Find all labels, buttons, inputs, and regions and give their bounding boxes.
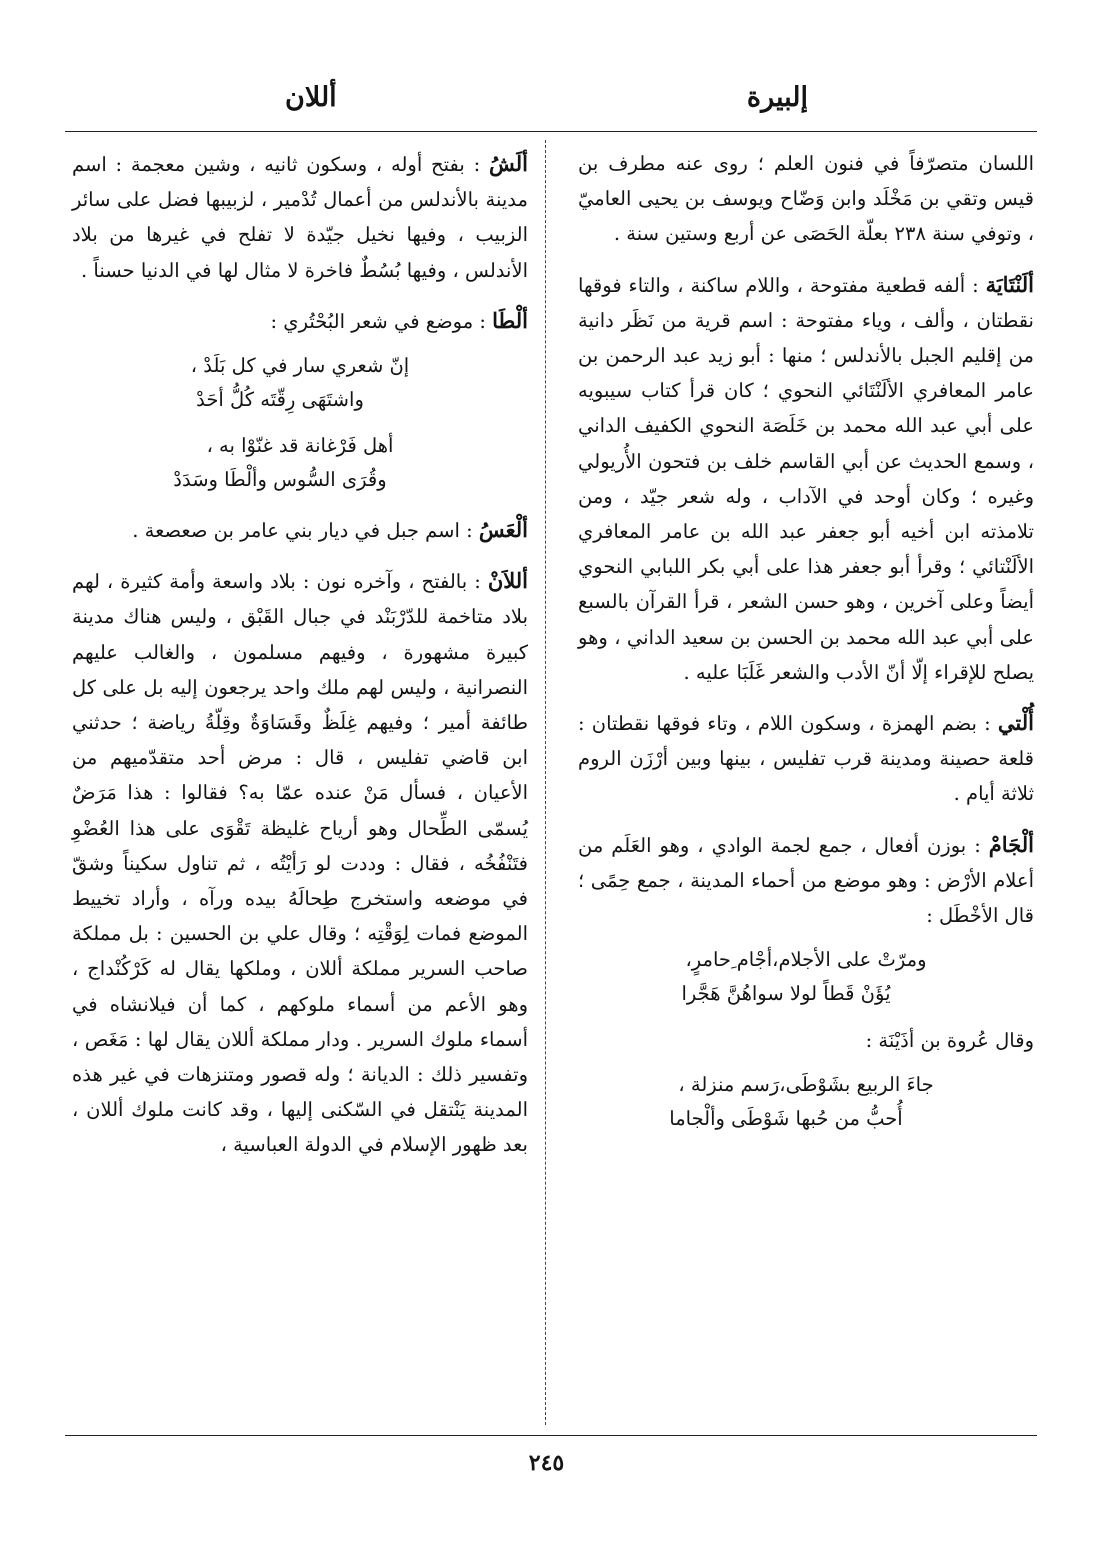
entry-alta xyxy=(72,303,528,339)
column-divider xyxy=(545,140,546,1425)
entry-alash xyxy=(72,146,528,288)
headword: ألْجَامْ xyxy=(988,831,1034,857)
entry-text: : بفتح أوله ، وسكون ثانيه ، وشين معجمة : اسم مدينة بالأندلس من أعمال تُدْمير ، لزبيبها فضل على سائر الزبيب ، وفيها نخيل جيّدة لا تفلح في غيرها من بلاد الأندلس ، وفيها بُسُطٌ فاخرة لا مثال لها في الدنيا حسناً . xyxy=(72,153,528,282)
entry-alti xyxy=(578,705,1034,812)
running-head-right: إلبيرة xyxy=(746,82,808,113)
entry-aljam xyxy=(578,827,1034,934)
right-column xyxy=(578,146,1034,1148)
page-number: ٢٤٥ xyxy=(528,1450,565,1476)
top-rule xyxy=(65,131,1037,132)
verse xyxy=(72,349,528,417)
entry-allan xyxy=(72,563,528,1162)
bottom-rule xyxy=(65,1435,1037,1436)
headword: ألْطَا xyxy=(492,307,528,333)
verse-line: جاءَ الربيع بشَوْطَى،رَسم منزلة ، xyxy=(678,1073,934,1097)
headword: ألَشُ xyxy=(488,151,528,176)
verse xyxy=(72,429,528,497)
quote-intro: وقال عُروة بن أذَيْنَة : xyxy=(865,1029,1034,1053)
verse-line: أهل فَرْغانة قد غنّوْا به ، xyxy=(206,434,394,458)
entry-text: : موضع في شعر البُحْتُري : xyxy=(270,309,493,333)
verse-line: وقُرَى السُّوس وألْطَا وسَدَدْ xyxy=(173,468,387,492)
verse-line: يُؤَنْ قَطاً لولا سواهُنَّ هَجَّرا xyxy=(681,982,891,1006)
entry-alantaya xyxy=(578,267,1034,690)
entry-text: : ألفه قطعية مفتوحة ، واللام ساكنة ، والتاء فوقها نقطتان ، وألف ، وياء مفتوحة : اسم قرية من نَظَر دانية من إقليم الجبل بالأندلس ؛ منها : أبو زيد عبد الرحمن بن عامر المعافري الألَنْتَائي النحوي ؛ كان قرأ كتاب سيبويه على أبي عبد الله محمد بن خَلَصَة النحوي الكفيف الداني ، وسمع الحديث عن أبي القاسم خلف بن فتحون الأُريولي وغيره ؛ وكان أوحد في الآداب ، وله شعر جيّد ، ومن تلامذته ابن أخيه أبو جعفر عبد الله بن عامر المعافري الألَنْتائي ؛ وقرأ أبو جعفر هذا على أبي بكر اللبابي النحوي أيضاً وعلى آخرين ، وهو حسن الشعر ، قرأ القرآن بالسبع على أبي عبد الله محمد بن الحسن بن سعيد الداني ، وهو يصلح للإقراء إلّا أنّ الأدب والشعر غَلَبَا عليه . xyxy=(578,273,1034,684)
headword: أللاَنْ xyxy=(487,568,528,594)
headword: أُلْتي xyxy=(997,710,1034,736)
verse-line: ومرّتْ على الأجلام،أجْام ِحامرٍ، xyxy=(685,948,927,972)
left-column xyxy=(72,146,528,1163)
verse-line: واشتَهَى رِقّتَه كُلُّ أحَدْ xyxy=(196,388,364,412)
entry-text: : بضم الهمزة ، وسكون اللام ، وتاء فوقها نقطتان : قلعة حصينة ومدينة قرب تفليس ، بينها وبين أرْزَن الروم ثلاثة أيام . xyxy=(578,712,1034,806)
headword: ألَنْتَايَة xyxy=(985,271,1034,297)
entry-text: : بالفتح ، وآخره نون : بلاد واسعة وأمة كثيرة ، لهم بلاد متاخمة للدّرْبَنْد في جبال القَبْق ، وليس هناك مدينة كبيرة مشهورة ، وفيهم مسلمون ، والغالب عليهم النصرانية ، وليس لهم ملك واحد يرجعون إليه بل على كل طائفة أمير ؛ وفيهم غِلَظٌ وقَسَاوَةٌ وقِلّةُ رياضة ؛ حدثني ابن قاضي تفليس ، قال : مرض أحد متقدّميهم من الأعيان ، فسأل مَنْ عنده عمّا به؟ فقالوا : هذا مَرَضٌ يُسمّى الطِّحال وهو أرياح غليظة تَقْوَى على هذا العُضْوِ فتَنْفُخُه ، فقال : وددت لو رَأيْتُه ، ثم تناول سكيناً وشقّ في موضعه واستخرج طِحالَهُ بيده ورآه ، وأراد تخييط الموضع فمات لِوَقْتِه ؛ وقال علي بن الحسين : بل مملكة صاحب السرير مملكة أللان ، وملكها يقال له كَرْكُنْداج ، وهو الأعم من أسماء ملوكهم ، كما أن فيلانشاه في أسماء ملوك السرير . ودار مملكة أللان يقال لها : مَغَص ، وتفسير ذلك : الديانة ؛ وله قصور ومتنزهات في غير هذه المدينة يَنْتقل في السّكنى إليها ، وقد كانت ملوك أللان ، بعد ظهور الإسلام في الدولة العباسية ، xyxy=(72,570,528,1157)
entry-text: : بوزن أفعال ، جمع لجمة الوادي ، وهو العَلَم من أعلام الأرْض : وهو موضع من أحماء المدينة ، جمع حِمًى ؛ قال الأخْطَل : xyxy=(578,833,1034,928)
verse-line: أُحبُّ من حُبها شَوْطَى وألْجاما xyxy=(669,1107,903,1131)
entry-text: : اسم جبل في ديار بني عامر بن صعصعة . xyxy=(132,519,479,543)
headword: ألْعَسُ xyxy=(478,517,528,543)
running-head-left: أللان xyxy=(285,82,337,113)
continuation-paragraph: اللسان متصرّفاً في فنون العلم ؛ روى عنه مطرف بن قيس وتقي بن مَخْلَد وابن وَضّاح ويوسف بن يحيى العاميّ ، وتوفي سنة ٢٣٨ بعلّة الحَصَى عن أربع وستين سنة . xyxy=(578,152,1034,246)
verse xyxy=(578,943,1034,1011)
verse-line: إنّ شعري سار في كل بَلَدْ ، xyxy=(190,354,410,378)
verse xyxy=(578,1068,1034,1136)
entry-alas xyxy=(72,512,528,548)
